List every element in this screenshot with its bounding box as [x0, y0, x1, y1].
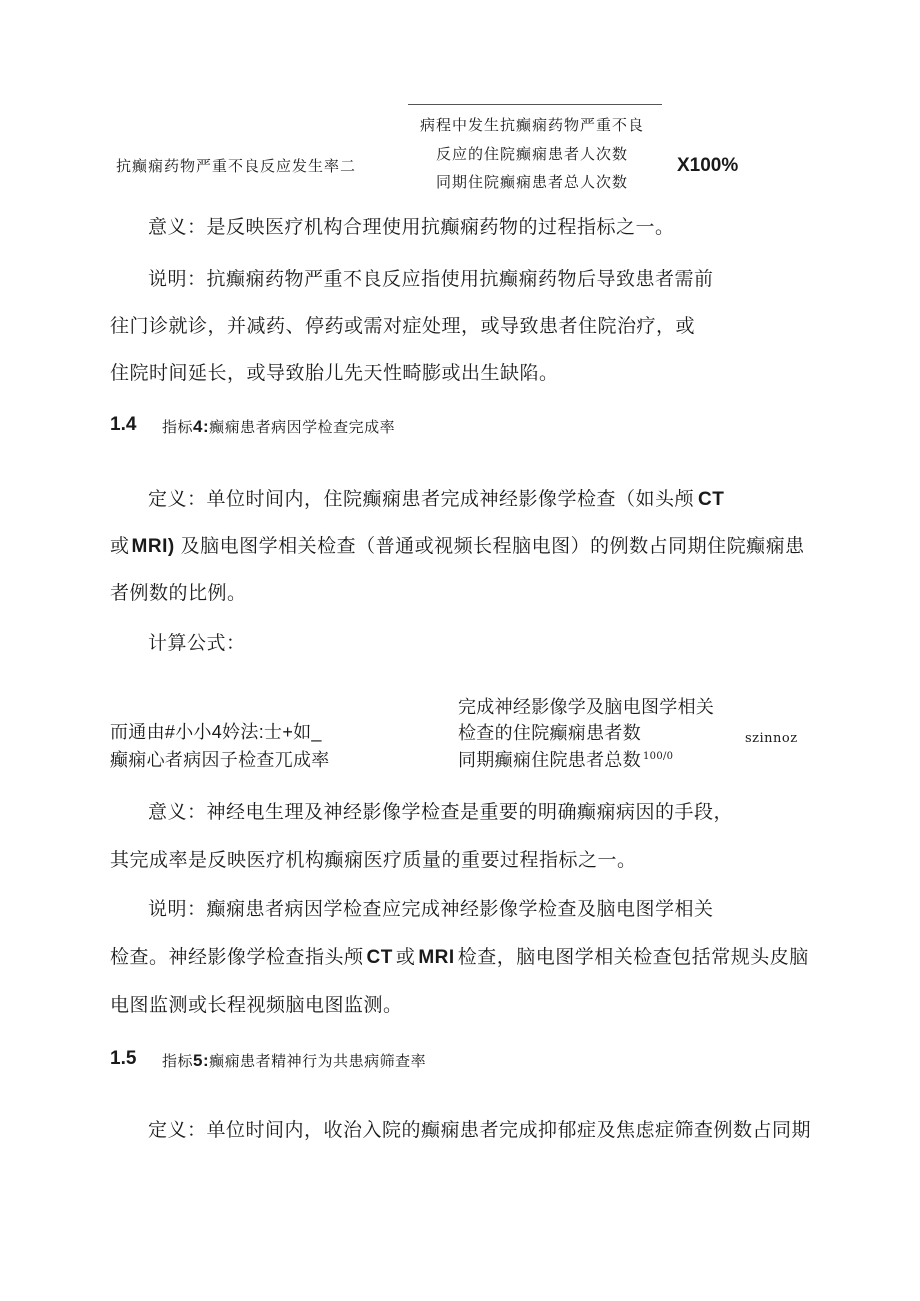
- section4-def-line1: [148, 484, 724, 511]
- section4-def-line2-text: 及脑电图学相关检查（普通或视频长程脑电图）的例数占同期住院癫痫患: [180, 535, 805, 557]
- section4-meaning-line1: 意义：神经电生理及神经影像学检查是重要的明确癫痫病因的手段，: [148, 801, 734, 823]
- formula1-label: 抗癫痫药物严重不良反应发生率二: [116, 157, 357, 175]
- formula2-numerator-line2: 检查的住院癫痫患者数: [458, 723, 641, 743]
- section4-title: [162, 416, 395, 437]
- section4-note-line2-a: 检查。神经影像学检查指头颅: [110, 946, 364, 968]
- section4-title-num: 4:: [193, 417, 210, 436]
- section4-formula-heading: 计算公式：: [148, 632, 246, 654]
- section5-def-line1: 定义：单位时间内，收治入院的癫痫患者完成抑郁症及焦虑症筛查例数占同期: [148, 1119, 812, 1141]
- formula1-multiplier: X100%: [677, 155, 739, 176]
- section5-title-num: 5:: [193, 1051, 210, 1070]
- section4-note-line2: [110, 942, 809, 969]
- section4-note-line3: 电图监测或长程视频脑电图监测。: [110, 994, 403, 1016]
- section4-def-line2: [110, 531, 805, 558]
- section3-note-line3: 住院时间延长，或导致胎儿先天性畸膨或出生缺陷。: [110, 362, 559, 384]
- formula2-right: szinnoz: [745, 731, 798, 746]
- section4-note-ct: CT: [366, 947, 393, 968]
- section4-def-line3: 者例数的比例。: [110, 582, 247, 604]
- section3-meaning: 意义：是反映医疗机构合理使用抗癫痫药物的过程指标之一。: [148, 216, 675, 238]
- section4-note-mri: MRI: [418, 947, 455, 968]
- section5-title-prefix: 指标: [162, 1052, 194, 1070]
- formula2-denominator-text: 同期癫痫住院患者总数: [458, 750, 641, 770]
- formula2-numerator-line1: 完成神经影像学及脑电图学相关: [458, 697, 715, 717]
- section5-number: 1.5: [110, 1048, 137, 1069]
- section4-def-mri: MRI): [131, 536, 175, 557]
- section5-title-text: 癫痫患者精神行为共患病筛查率: [209, 1052, 427, 1070]
- section3-note-line1: 说明：抗癫痫药物严重不良反应指使用抗癫痫药物后导致患者需前: [148, 268, 714, 290]
- formula1-denominator: 同期住院癫痫患者总人次数: [436, 173, 629, 191]
- section4-title-text: 癫痫患者病因学检查完成率: [209, 418, 396, 436]
- section3-note-line2: 往门诊就诊，并减药、停药或需对症处理，或导致患者住院治疗，或: [110, 315, 696, 337]
- formula2-denominator-sup: 100/0: [643, 751, 674, 762]
- fraction-top-rule: [408, 104, 662, 105]
- formula2-left-line2: 癫痫心者病因子检查兀成率: [110, 750, 330, 770]
- section4-number: 1.4: [110, 414, 137, 435]
- formula1-numerator-line2: 反应的住院癫痫患者人次数: [436, 145, 629, 163]
- section4-note-line1: 说明：癫痫患者病因学检查应完成神经影像学检查及脑电图学相关: [148, 898, 714, 920]
- section4-note-line2-e: 检查，脑电图学相关检查包括常规头皮脑: [457, 946, 809, 968]
- section4-def-or: 或: [110, 535, 130, 557]
- section4-def-line1-text: 定义：单位时间内，住院癫痫患者完成神经影像学检查（如头颅: [148, 488, 695, 510]
- section4-def-ct: CT: [698, 489, 725, 510]
- section4-title-prefix: 指标: [162, 418, 194, 436]
- section5-title: [162, 1050, 426, 1071]
- formula1-numerator-line1: 病程中发生抗癫痫药物严重不良: [420, 116, 645, 134]
- formula2-denominator: [458, 746, 673, 772]
- section4-note-line2-c: 或: [395, 946, 416, 968]
- section4-meaning-line2: 其完成率是反映医疗机构癫痫医疗质量的重要过程指标之一。: [110, 849, 637, 871]
- formula2-left-line1: 而通由#小小4妗法:士+如_: [110, 722, 322, 742]
